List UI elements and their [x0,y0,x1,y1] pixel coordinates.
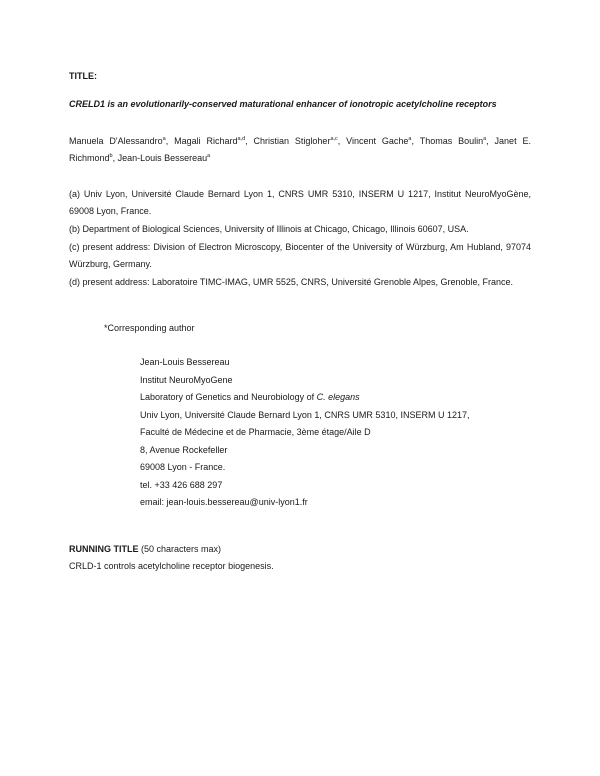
affiliation-c: (c) present address: Division of Electron Microscopy, Biocenter of the University of Würzburg, Am Hubland, 97074 Würzburg, Germany. [69,242,531,269]
paper-title: CRELD1 is an evolutionarily-conserved maturational enhancer of ionotropic acetylcholine receptors [69,99,497,109]
contact-university: Univ Lyon, Université Claude Bernard Lyon 1, CNRS UMR 5310, INSERM U 1217, [140,409,470,420]
affiliation-list [69,186,531,292]
contact-lab: Laboratory of Genetics and Neurobiology of C. elegans [140,392,360,402]
author: Christian Stigloher$^{a,c}$, [253,136,347,146]
contact-institute: Institut NeuroMyoGene [140,374,233,385]
author: Manuela D'Alessandro$^a$, [69,136,175,146]
author: Janet E. Richmond$^b$, [69,136,531,163]
author: Thomas Boulin$^a$, [419,136,495,146]
affiliation-a: (a) Univ Lyon, Université Claude Bernard Lyon 1, CNRS UMR 5310, INSERM U 1217, Institut NeuroMyoGène, 69008 Lyon, France. [69,189,531,216]
author-list [69,133,531,167]
affiliation-b: (b) Department of Biological Sciences, University of Illinois at Chicago, Chicago, Illinois 60607, USA. [69,224,469,234]
contact-name: Jean-Louis Bessereau [140,357,230,367]
contact-phone: tel. +33 426 688 297 [140,479,223,490]
contact-block [140,354,530,512]
running-title-heading: RUNNING TITLE (50 characters max) [69,544,222,554]
contact-city: 69008 Lyon - France. [140,462,226,472]
contact-email: email: jean-louis.bessereau@univ-lyon1.fr [140,497,308,507]
corresponding-author-label: *Corresponding author [104,323,195,333]
author: Jean-Louis Bessereau$^a$ [117,153,211,163]
contact-street: 8, Avenue Rockefeller [140,444,228,455]
contact-faculty: Faculté de Médecine et de Pharmacie, 3ème étage/Aile D [140,427,371,437]
affiliation-d: (d) present address: Laboratoire TIMC-IMAG, UMR 5525, CNRS, Université Grenoble Alpes, Grenoble, France. [69,277,514,287]
author: Vincent Gache$^a$, [346,136,420,146]
author: Magali Richard$^{a,d}$, [174,136,254,146]
running-title: CRLD-1 controls acetylcholine receptor biogenesis. [69,561,274,571]
title-heading: TITLE: [69,71,97,81]
